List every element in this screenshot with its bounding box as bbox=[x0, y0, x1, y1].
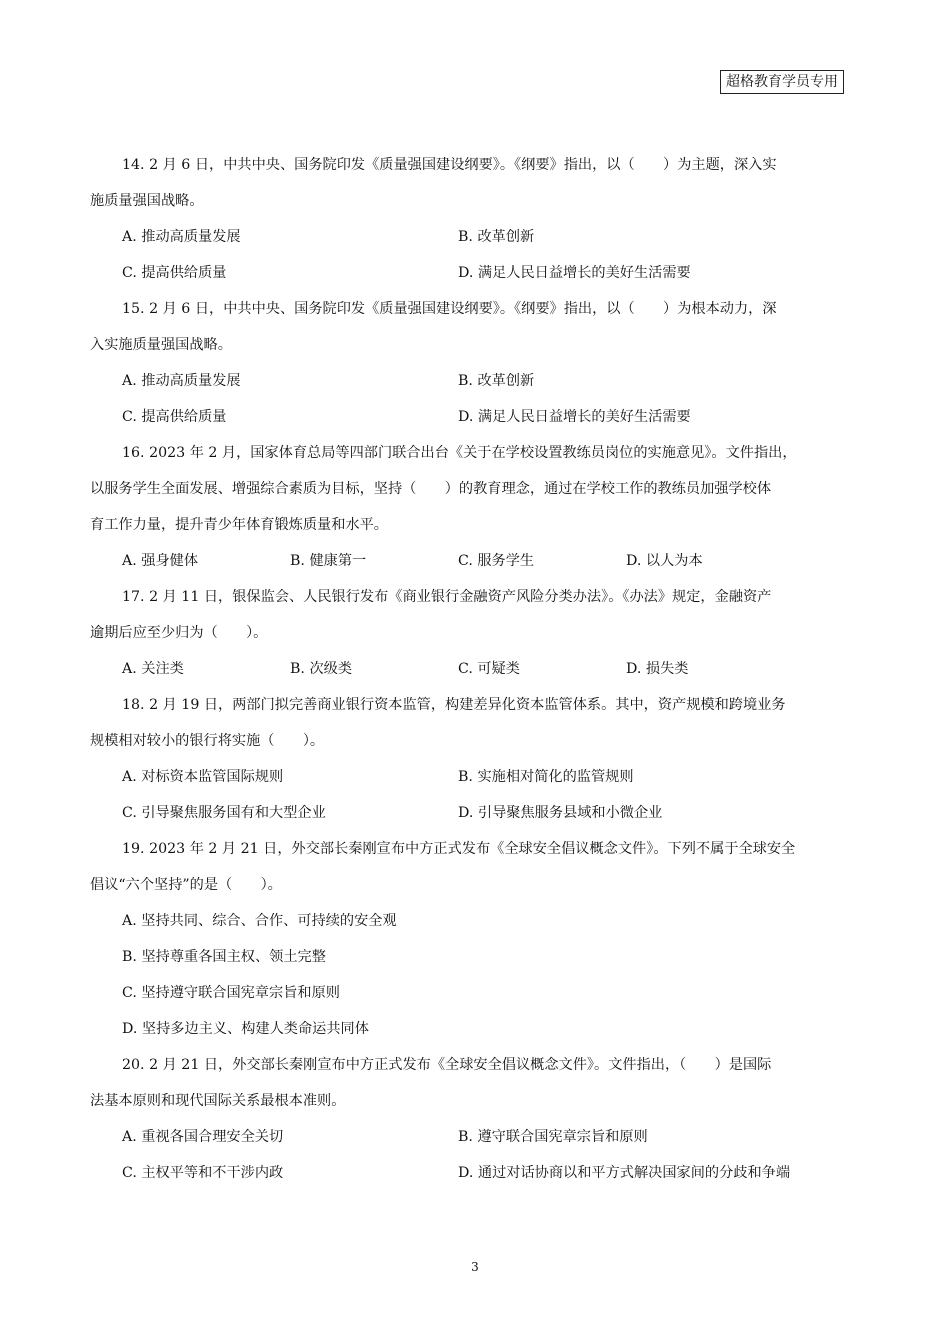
option-c[interactable]: C. 服务学生 bbox=[458, 553, 535, 569]
option-d[interactable]: D. 满足人民日益增长的美好生活需要 bbox=[458, 409, 691, 425]
option-b[interactable]: B. 改革创新 bbox=[458, 373, 535, 389]
question-stem-line: 19. 2023 年 2 月 21 日，外交部长秦刚宣布中方正式发布《全球安全倡议概念文件》。下列不属于全球安全 bbox=[122, 841, 796, 857]
option-a[interactable]: A. 对标资本监管国际规则 bbox=[122, 769, 284, 785]
question-19 bbox=[90, 831, 860, 1047]
question-stem-line: 20. 2 月 21 日，外交部长秦刚宣布中方正式发布《全球安全倡议概念文件》。文件指出，（ ）是国际 bbox=[122, 1057, 772, 1073]
question-stem-line: 14. 2 月 6 日，中共中央、国务院印发《质量强国建设纲要》。《纲要》指出，以（ ）为主题，深入实 bbox=[122, 157, 777, 173]
question-stem-line: 逾期后应至少归为（ ）。 bbox=[90, 625, 268, 641]
question-stem-line: 规模相对较小的银行将实施（ ）。 bbox=[90, 733, 325, 749]
option-a[interactable]: A. 重视各国合理安全关切 bbox=[122, 1129, 284, 1145]
question-list bbox=[90, 147, 860, 1191]
question-stem-line: 以服务学生全面发展、增强综合素质为目标，坚持（ ）的教育理念，通过在学校工作的教练员加强学校体 bbox=[90, 481, 772, 497]
option-d[interactable]: D. 损失类 bbox=[626, 661, 689, 677]
question-stem-line: 法基本原则和现代国际关系最根本准则。 bbox=[90, 1093, 346, 1109]
option-d[interactable]: D. 通过对话协商以和平方式解决国家间的分歧和争端 bbox=[458, 1165, 791, 1181]
option-a[interactable]: A. 推动高质量发展 bbox=[122, 373, 241, 389]
question-stem-line: 17. 2 月 11 日，银保监会、人民银行发布《商业银行金融资产风险分类办法》。《办法》规定，金融资产 bbox=[122, 589, 772, 605]
option-b[interactable]: B. 坚持尊重各国主权、领土完整 bbox=[122, 949, 326, 965]
option-c[interactable]: C. 引导聚焦服务国有和大型企业 bbox=[122, 805, 326, 821]
option-a[interactable]: A. 坚持共同、综合、合作、可持续的安全观 bbox=[122, 913, 397, 929]
question-stem-line: 15. 2 月 6 日，中共中央、国务院印发《质量强国建设纲要》。《纲要》指出，以（ ）为根本动力，深 bbox=[122, 301, 777, 317]
option-b[interactable]: B. 实施相对简化的监管规则 bbox=[458, 769, 634, 785]
option-c[interactable]: C. 主权平等和不干涉内政 bbox=[122, 1165, 284, 1181]
student-only-badge: 超格教育学员专用 bbox=[720, 70, 844, 94]
option-a[interactable]: A. 推动高质量发展 bbox=[122, 229, 241, 245]
option-a[interactable]: A. 强身健体 bbox=[122, 553, 199, 569]
question-18 bbox=[90, 687, 860, 831]
question-stem-line: 16. 2023 年 2 月，国家体育总局等四部门联合出台《关于在学校设置教练员岗位的实施意见》。文件指出， bbox=[122, 445, 797, 461]
option-b[interactable]: B. 遵守联合国宪章宗旨和原则 bbox=[458, 1129, 648, 1145]
option-d[interactable]: D. 满足人民日益增长的美好生活需要 bbox=[458, 265, 691, 281]
option-a[interactable]: A. 关注类 bbox=[122, 661, 184, 677]
option-c[interactable]: C. 提高供给质量 bbox=[122, 409, 227, 425]
page-number: 3 bbox=[471, 1260, 479, 1274]
option-b[interactable]: B. 健康第一 bbox=[290, 553, 367, 569]
question-stem-line: 倡议“六个坚持”的是（ ）。 bbox=[90, 877, 282, 893]
option-c[interactable]: C. 坚持遵守联合国宪章宗旨和原则 bbox=[122, 985, 340, 1001]
question-stem-line: 入实施质量强国战略。 bbox=[90, 337, 232, 353]
option-b[interactable]: B. 改革创新 bbox=[458, 229, 535, 245]
option-d[interactable]: D. 坚持多边主义、构建人类命运共同体 bbox=[122, 1021, 369, 1037]
option-c[interactable]: C. 可疑类 bbox=[458, 661, 520, 677]
option-d[interactable]: D. 引导聚焦服务县域和小微企业 bbox=[458, 805, 663, 821]
option-b[interactable]: B. 次级类 bbox=[290, 661, 353, 677]
question-stem-line: 育工作力量，提升青少年体育锻炼质量和水平。 bbox=[90, 517, 388, 533]
question-15 bbox=[90, 291, 860, 435]
question-20 bbox=[90, 1047, 860, 1191]
question-16 bbox=[90, 435, 860, 579]
question-stem-line: 施质量强国战略。 bbox=[90, 193, 204, 209]
question-stem-line: 18. 2 月 19 日，两部门拟完善商业银行资本监管，构建差异化资本监管体系。其中，资产规模和跨境业务 bbox=[122, 697, 786, 713]
option-c[interactable]: C. 提高供给质量 bbox=[122, 265, 227, 281]
option-d[interactable]: D. 以人为本 bbox=[626, 553, 703, 569]
question-14 bbox=[90, 147, 860, 291]
question-17 bbox=[90, 579, 860, 687]
